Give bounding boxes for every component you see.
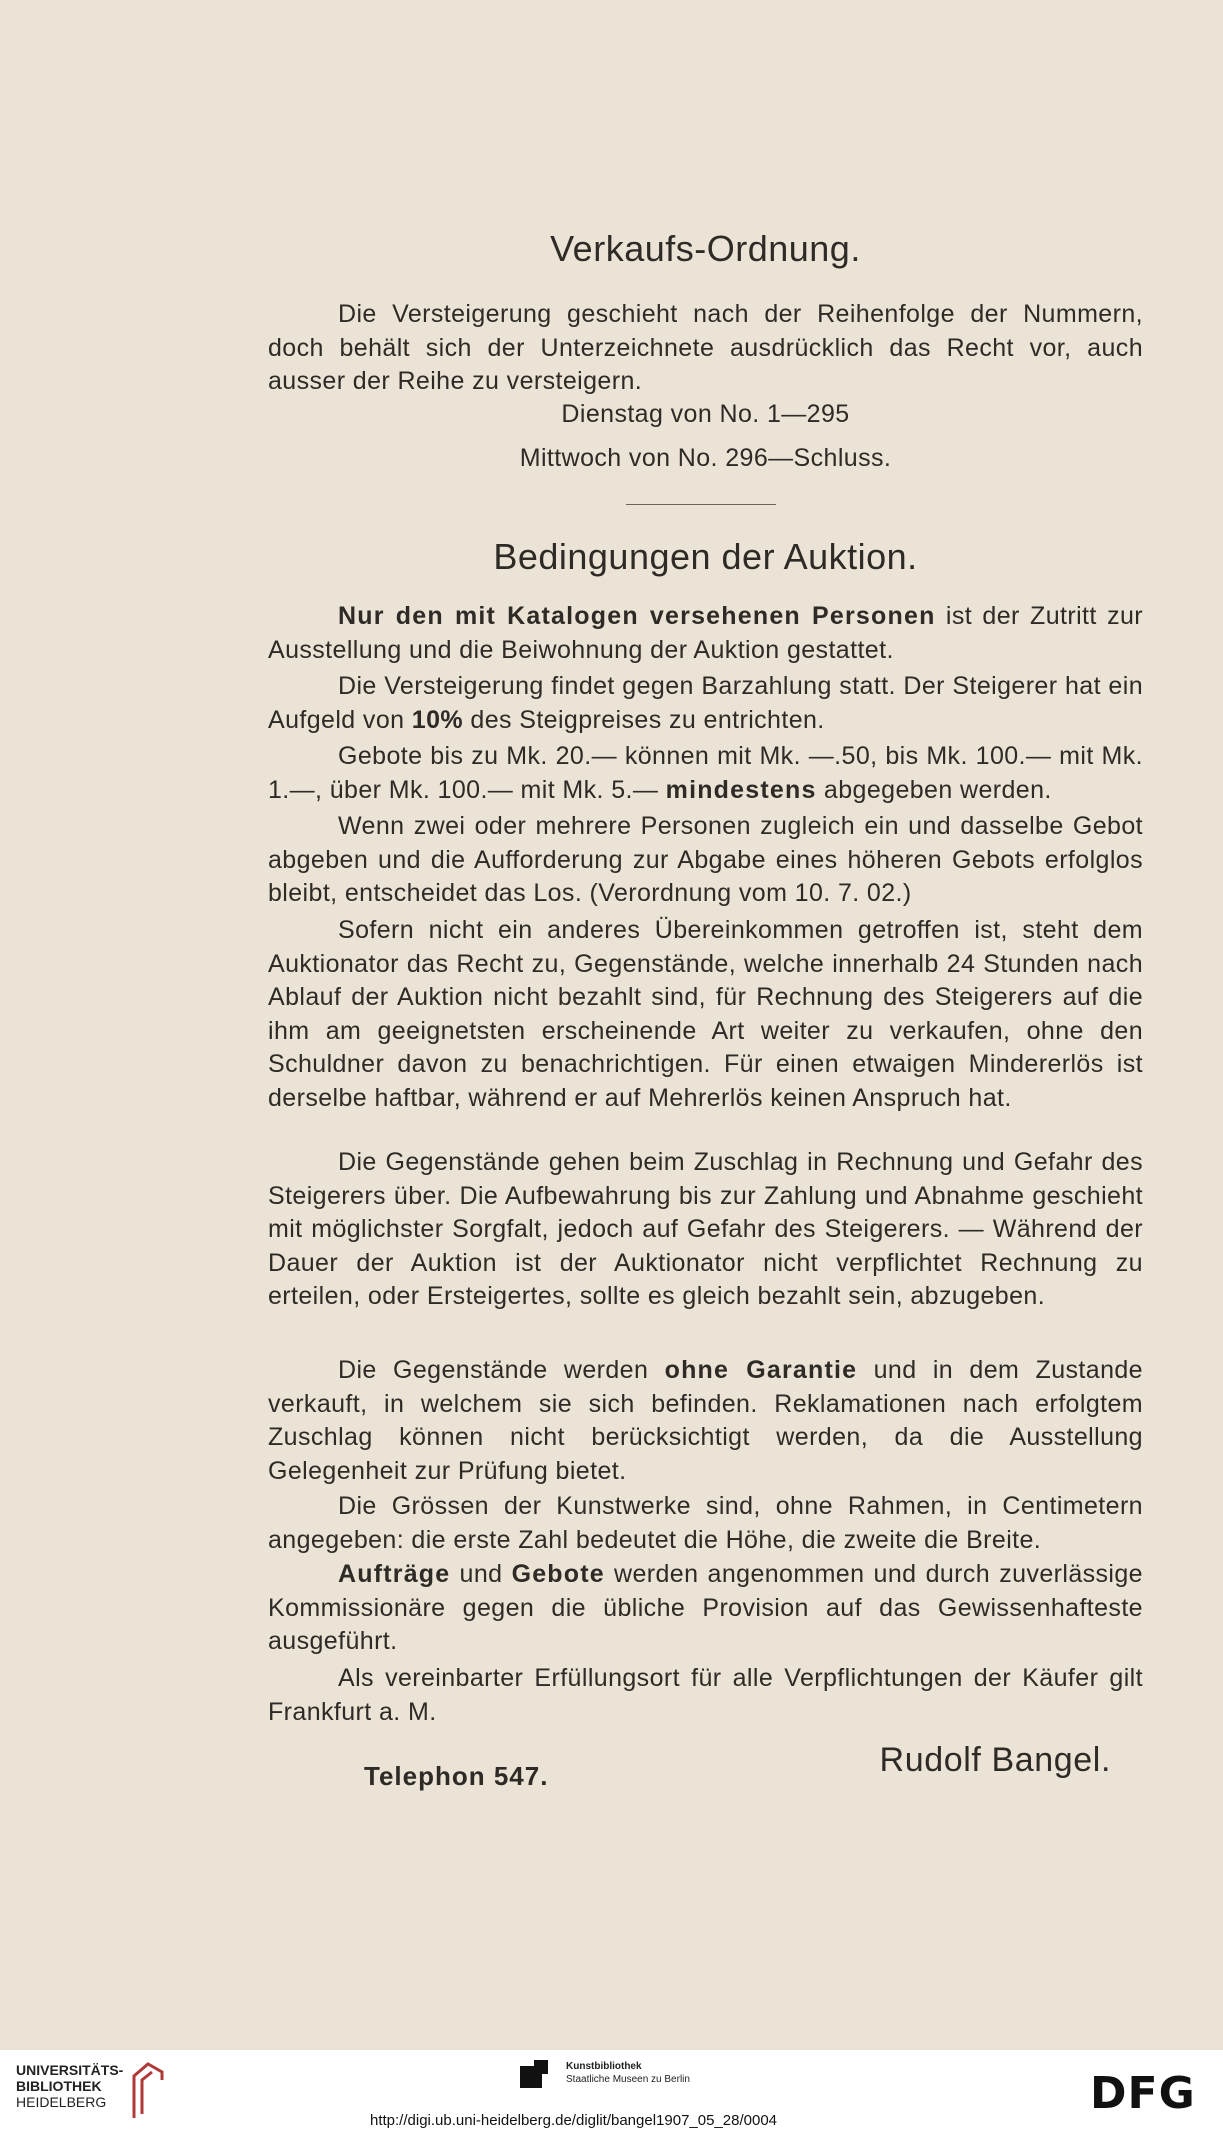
p7-text-a: Die Gegenstände werden: [338, 1356, 665, 1384]
p3-text-b: abgegeben werden.: [816, 775, 1052, 804]
emphasis-gebote: Gebote: [511, 1560, 605, 1588]
emphasis-auftraege: Aufträge: [338, 1560, 451, 1588]
p7-text-b: und in dem Zustande verkauft, in welchem sie sich befinden. Reklamationen nach erfolgtem Zuschlag können nicht berücksichtigt werden, da die Ausstellung Gelegenheit zur Prüfung bietet.: [268, 1356, 1143, 1485]
condition-paragraph-2: [268, 670, 1143, 737]
condition-paragraph-10: Als vereinbarter Erfüllungsort für alle Verpflichtungen der Käufer gilt Frankfurt a. M.: [268, 1664, 1143, 1726]
condition-paragraph-1: [268, 600, 1143, 667]
heidelberg-mark-icon: [128, 2058, 168, 2122]
digitization-footer: [0, 2050, 1223, 2134]
emphasis-ohne-garantie: ohne Garantie: [664, 1356, 858, 1384]
p3-text-a: Gebote bis zu Mk. 20.— können mit Mk. —.50, bis Mk. 100.— mit Mk. 1.—, über Mk. 100.— mit Mk. 5.—: [268, 742, 1143, 804]
emphasis-catalog-holders: Nur den mit Katalogen versehenen Personen: [338, 602, 936, 630]
kb-line1: Kunstbibliothek: [566, 2061, 642, 2072]
uni-logo-line2: BIBLIOTHEK: [16, 2078, 102, 2094]
kb-line2: Staatliche Museen zu Berlin: [566, 2074, 690, 2085]
section-title-bedingungen: Bedingungen der Auktion.: [493, 536, 918, 577]
p2-text-b: des Steigpreises zu entrichten.: [463, 705, 825, 734]
kunstbibliothek-logo-icon: [516, 2056, 556, 2096]
schedule-day1: Dienstag von No. 1—295: [561, 400, 850, 428]
condition-paragraph-9: [268, 1558, 1143, 1659]
condition-paragraph-3: [268, 740, 1143, 807]
schedule-day2: Mittwoch von No. 296—Schluss.: [519, 444, 892, 472]
p2-text-a: Die Versteigerung findet gegen Barzahlung statt. Der Steigerer hat ein Aufgeld von: [268, 672, 1143, 734]
verkauf-intro: Die Versteigerung geschieht nach der Reihenfolge der Nummern, doch behält sich der Unterzeichnete ausdrücklich das Recht vor, auch ausser der Reihe zu versteigern.: [268, 300, 1143, 395]
condition-paragraph-8: Die Grössen der Kunstwerke sind, ohne Rahmen, in Centimetern angegeben: die erste Zahl bedeutet die Höhe, die zweite die Breite.: [268, 1492, 1143, 1554]
condition-paragraph-4: Wenn zwei oder mehrere Personen zugleich ein und dasselbe Gebot abgeben und die Aufforderung zur Abgabe eines höheren Gebots erfolglos bleibt, entscheidet das Los. (Verordnung vom 10. 7. 02.): [268, 812, 1143, 907]
uni-logo-line3: HEIDELBERG: [16, 2094, 107, 2110]
p9-text-rest: werden angenommen und durch zuverlässige Kommissionäre gegen die übliche Provision auf das Gewissenhafteste ausgeführt.: [268, 1560, 1143, 1655]
section-title-verkaufs-ordnung: Verkaufs-Ordnung.: [550, 228, 861, 269]
divider-rule: [626, 504, 776, 505]
p1-text: ist der Zutritt zur Ausstellung und die Beiwohnung der Auktion gestattet.: [268, 602, 1144, 664]
telephone-number: Telephon 547.: [364, 1761, 549, 1791]
condition-paragraph-5: Sofern nicht ein anderes Übereinkommen getroffen ist, steht dem Auktionator das Recht zu, Gegenstände, welche innerhalb 24 Stunden nach Ablauf der Auktion nicht bezahlt sind, für Rechnung des Steigerers auf die ihm am geeignetsten erscheinende Art weiter zu verkaufen, ohne den Schuldner davon zu benachrichtigen. Für einen etwaigen Mindererlös ist derselbe haftbar, während er auf Mehrerlös keinen Anspruch hat.: [268, 916, 1143, 1112]
emphasis-surcharge: 10%: [411, 705, 464, 734]
condition-paragraph-7: [268, 1354, 1143, 1488]
heidelberg-library-logo[interactable]: [16, 2062, 123, 2110]
uni-logo-line1: UNIVERSITÄTS-: [16, 2062, 124, 2078]
signature-name: Rudolf Bangel.: [879, 1741, 1111, 1779]
p9-text-mid: und: [450, 1560, 512, 1588]
condition-paragraph-6: Die Gegenstände gehen beim Zuschlag in Rechnung und Gefahr des Steigerers über. Die Aufbewahrung bis zur Zahlung und Abnahme geschieht mit möglichster Sorgfalt, jedoch auf Gefahr des Steigerers. — Während der Dauer der Auktion ist der Auktionator nicht verpflichtet Rechnung zu erteilen, oder Ersteigertes, sollte es gleich bezahlt sein, abzugeben.: [268, 1148, 1143, 1310]
kunstbibliothek-label: [566, 2060, 690, 2086]
permalink-url[interactable]: http://digi.ub.uni-heidelberg.de/diglit/bangel1907_05_28/0004: [370, 2112, 777, 2129]
emphasis-mindestens: mindestens: [665, 775, 817, 804]
dfg-logo[interactable]: DFG: [1090, 2068, 1196, 2119]
